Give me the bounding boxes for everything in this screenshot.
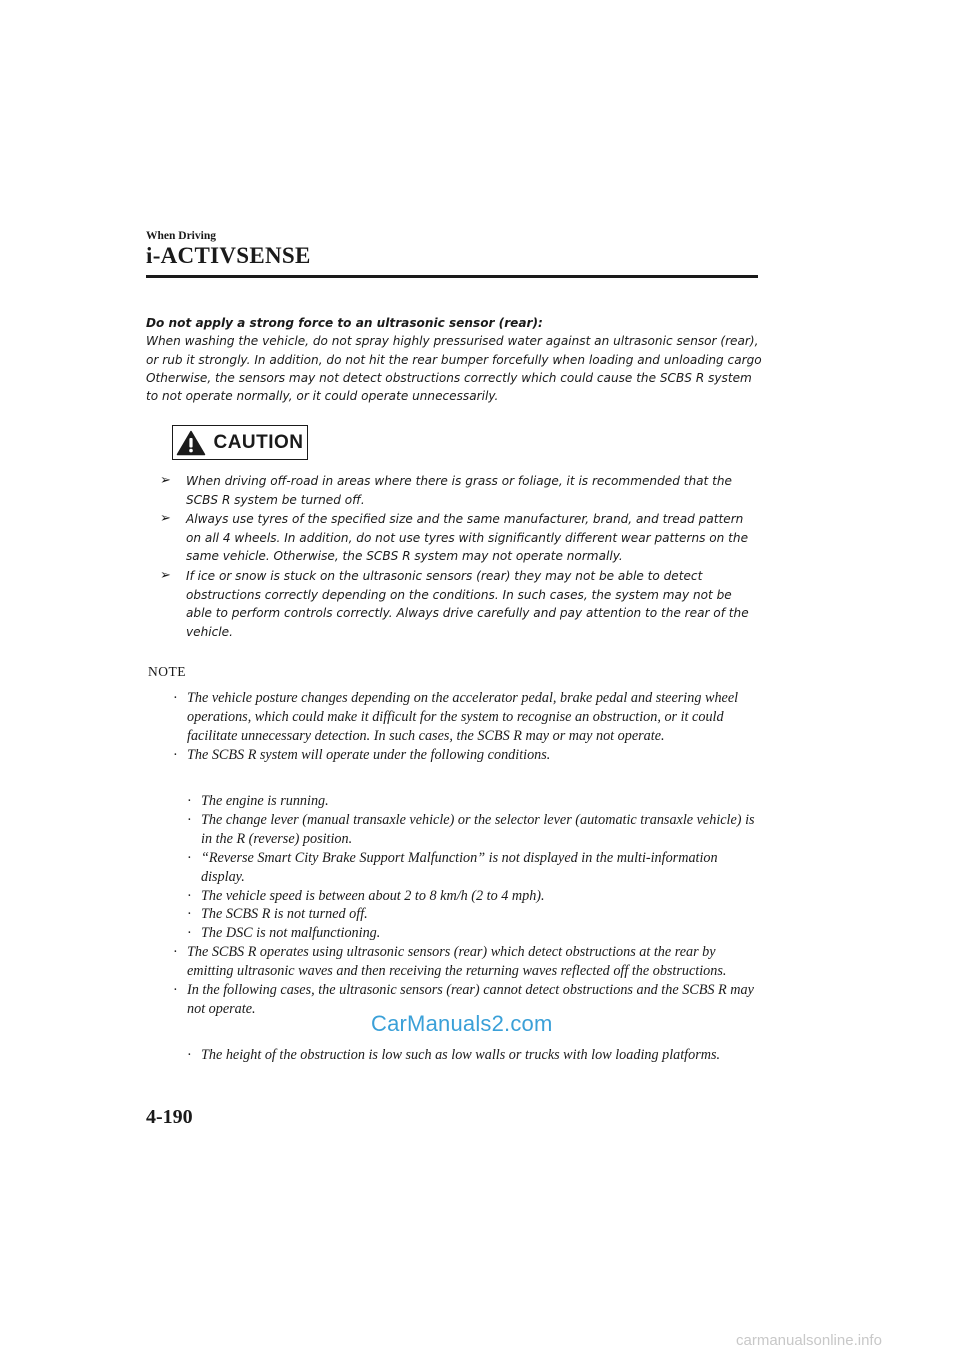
warning-block [146, 314, 762, 405]
header-rule [146, 275, 758, 278]
condition-item: · The DSC is not malfunctioning. [187, 925, 381, 942]
bullet-dot-icon: · [173, 746, 178, 763]
case-item: · The height of the obstruction is low such as low walls or trucks with low loading platforms. [187, 1047, 721, 1063]
caution-item: ➢ When driving off-road in areas where there is grass or foliage, it is recommended that the SCBS R system be turned off. [160, 473, 732, 507]
note-list [167, 689, 763, 765]
note-list-2 [167, 943, 763, 1019]
page-number: 4-190 [146, 1106, 193, 1128]
cases-list [167, 1046, 763, 1065]
arrow-bullet-icon: ➢ [160, 511, 171, 527]
chapter-title: i-ACTIVSENSE [146, 243, 311, 268]
bullet-dot-icon: · [187, 793, 192, 809]
condition-item: · The SCBS R is not turned off. [187, 906, 368, 923]
section-label: When Driving [146, 230, 216, 242]
condition-item: · The change lever (manual transaxle vehicle) or the selector lever (automatic transaxle vehicle) is in the R (reverse) position. [187, 811, 755, 847]
condition-item: · The engine is running. [187, 793, 329, 809]
bullet-dot-icon: · [187, 906, 192, 923]
arrow-bullet-icon: ➢ [160, 567, 171, 583]
caution-item: ➢ Always use tyres of the specified size and the same manufacturer, brand, and tread pattern on all 4 wheels. In addition, do not use tyres with significantly different wear patterns on the same vehicle. Otherwise, the SCBS R system may not operate normally. [160, 511, 749, 564]
note-item: · The SCBS R operates using ultrasonic sensors (rear) which detect obstructions at the rear by emitting ultrasonic waves and then receiving the returning waves reflected off the obstructions. [173, 944, 727, 979]
bullet-dot-icon: · [173, 944, 178, 960]
warning-triangle-icon [176, 430, 206, 456]
warning-body: When washing the vehicle, do not spray highly pressurised water against an ultrasonic sensor (rear), or rub it strongly. In addition, do not hit the rear bumper forcefully when loading and unloading cargo Otherwise, the sensors may not detect obstructions correctly which could cause the SCBS R system to not operate normally, or it could operate unnecessarily. [146, 334, 762, 404]
bullet-dot-icon: · [187, 1047, 192, 1063]
caution-box [172, 425, 308, 460]
watermark-link[interactable]: CarManuals2.com [371, 1011, 553, 1036]
bullet-dot-icon: · [187, 849, 192, 866]
note-item: · The SCBS R system will operate under the following conditions. [173, 746, 551, 763]
arrow-bullet-icon: ➢ [160, 473, 171, 488]
conditions-list [167, 792, 763, 943]
note-item: · The vehicle posture changes depending on the accelerator pedal, brake pedal and steering wheel operations, which could make it difficult for the system to recognise an obstruction, or it could facilitate unnecessary detection. In such cases, the SCBS R may or may not operate. [173, 690, 739, 744]
condition-item: · “Reverse Smart City Brake Support Malfunction” is not displayed in the multi-information display. [187, 849, 718, 885]
bullet-dot-icon: · [187, 887, 192, 904]
bullet-dot-icon: · [173, 981, 178, 998]
bullet-dot-icon: · [187, 925, 192, 942]
note-label: NOTE [148, 664, 186, 679]
note-item: · In the following cases, the ultrasonic sensors (rear) cannot detect obstructions and the SCBS R may not operate. [173, 981, 754, 1017]
caution-item: ➢ If ice or snow is stuck on the ultrasonic sensors (rear) they may not be able to detect obstructions correctly depending on the conditions. In such cases, the system may not be able to perform controls correctly. Always drive carefully and pay attention to the rear of the vehicle. [160, 567, 749, 639]
bullet-dot-icon: · [187, 811, 192, 828]
caution-label: CAUTION [213, 431, 304, 453]
warning-heading: Do not apply a strong force to an ultrasonic sensor (rear): [146, 316, 543, 330]
condition-item: · The vehicle speed is between about 2 to 8 km/h (2 to 4 mph). [187, 887, 545, 904]
bullet-dot-icon: · [173, 690, 178, 706]
caution-list [160, 472, 760, 642]
footer-watermark-link[interactable]: carmanualsonline.info [736, 1332, 882, 1349]
